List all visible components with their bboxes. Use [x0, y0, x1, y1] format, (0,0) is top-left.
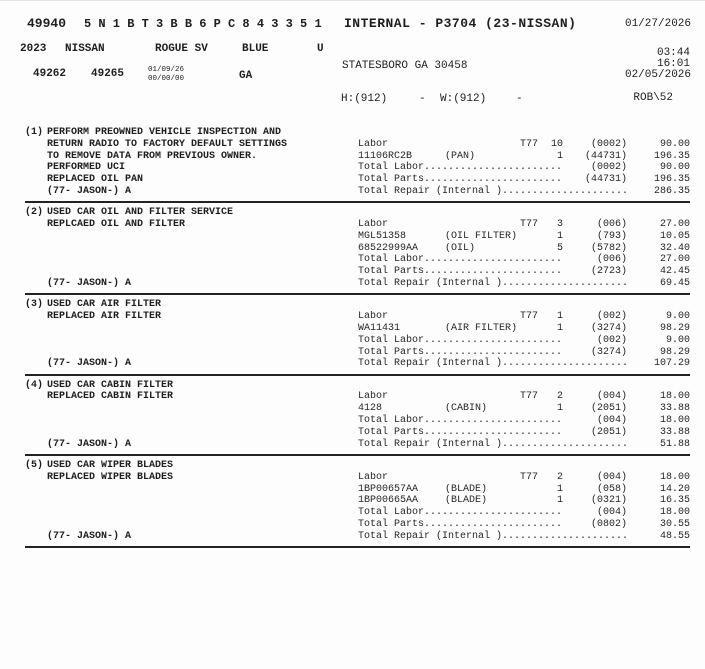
dot-leader [424, 266, 563, 278]
mileage-in: 49262 [33, 68, 67, 80]
section-number: (2) [25, 207, 44, 219]
total-label: Total Repair (Internal ) [358, 278, 503, 290]
charge-row [358, 243, 690, 255]
amount: 286.35 [653, 185, 690, 197]
amount: 33.88 [659, 426, 690, 438]
section-divider [25, 454, 690, 456]
quantity: 2 [556, 471, 563, 483]
amount: 42.45 [659, 266, 690, 278]
tech-line-text: (77- JASON-) A [47, 530, 132, 542]
home-phone-label: H:(912) [341, 93, 388, 105]
charge-row [358, 323, 690, 335]
total-label: Total Repair (Internal ) [358, 185, 503, 197]
tech-id [520, 495, 540, 507]
item-name: Labor [358, 391, 389, 403]
operation-line [25, 127, 353, 139]
account-code: (0002) [590, 162, 627, 174]
charge-row [358, 347, 690, 359]
quantity: 1 [556, 495, 563, 507]
account-code: (004) [596, 471, 627, 483]
ro-number: 49940 [27, 16, 67, 31]
total-label: Total Labor [358, 334, 425, 346]
amount: 18.00 [659, 471, 690, 483]
total-label: Total Repair (Internal ) [358, 358, 503, 370]
charge-row [358, 174, 690, 186]
tech-id: T77 [520, 391, 539, 403]
quantity: 10 [550, 138, 563, 150]
charge-row [358, 495, 690, 507]
vehicle-state: GA [239, 70, 253, 82]
tech-id: T77 [520, 311, 539, 323]
part-desc [445, 472, 520, 484]
quantity: 1 [556, 311, 563, 323]
operation-line [25, 391, 353, 403]
vehicle-model: ROGUE SV [155, 43, 208, 55]
charge-row [358, 439, 690, 451]
operation-text: REPLACED AIR FILTER [47, 311, 162, 323]
amount: 90.00 [659, 162, 690, 174]
account-code: (793) [596, 230, 627, 242]
section-operations [25, 460, 353, 543]
quantity: 5 [556, 242, 563, 254]
vehicle-make: NISSAN [65, 43, 105, 55]
operation-line [25, 380, 353, 392]
amount: 98.29 [659, 322, 690, 334]
work-phone-dash: - [516, 93, 523, 105]
city-state-zip: STATESBORO GA 30458 [342, 60, 468, 72]
dot-leader [502, 278, 627, 290]
dot-leader [502, 531, 627, 543]
charge-row [358, 266, 690, 278]
amount: 51.88 [659, 438, 690, 450]
account-code: (2051) [590, 426, 627, 438]
tech-line [25, 186, 353, 198]
time-1: 03:44 [656, 47, 690, 59]
amount: 90.00 [659, 138, 690, 150]
item-name: Labor [358, 471, 389, 483]
tech-id [520, 403, 540, 415]
charge-row [358, 278, 690, 290]
total-label: Total Repair (Internal ) [358, 530, 503, 542]
operation-text: REPLACED WIPER BLADES [47, 471, 174, 483]
charge-row [358, 531, 690, 543]
operation-text: USED CAR OIL AND FILTER SERVICE [47, 207, 234, 219]
account-code: (0321) [590, 495, 627, 507]
section-number: (3) [25, 299, 44, 311]
vehicle-flag: U [317, 43, 324, 55]
quantity: 2 [556, 391, 563, 403]
repair-section [25, 460, 690, 543]
total-label: Total Labor [358, 254, 425, 266]
charge-row [358, 358, 690, 370]
operation-line [25, 139, 353, 151]
charge-row [358, 484, 690, 496]
operation-line [25, 207, 353, 219]
account-code: (002) [596, 311, 627, 323]
total-label: Total Labor [358, 507, 425, 519]
account-code: (2051) [590, 403, 627, 415]
charge-row [358, 139, 690, 151]
charge-row [358, 427, 690, 439]
tech-line [25, 358, 353, 370]
operation-line [25, 311, 353, 323]
quantity: 1 [556, 322, 563, 334]
tech-id [520, 151, 540, 163]
document-type: INTERNAL - P3704 (23-NISSAN) [344, 16, 577, 31]
amount: 18.00 [659, 415, 690, 427]
total-label: Total Labor [358, 415, 425, 427]
dot-leader [424, 427, 563, 439]
section-charges [358, 127, 690, 198]
item-name: Labor [358, 138, 389, 150]
section-divider [25, 201, 690, 203]
vehicle-color: BLUE [242, 43, 269, 55]
section-number: (4) [25, 379, 44, 391]
section-operations [25, 207, 353, 290]
amount: 33.88 [659, 403, 690, 415]
section-operations [25, 380, 353, 451]
tech-line [25, 278, 353, 290]
time-2: 16:01 [656, 58, 690, 70]
tech-line-text: (77- JASON-) A [47, 438, 132, 450]
spacer [25, 484, 353, 531]
part-desc: (CABIN) [445, 403, 488, 415]
total-label: Total Repair (Internal ) [358, 438, 503, 450]
charge-row [358, 231, 690, 243]
operation-text: PERFORM PREOWNED VEHICLE INSPECTION AND [47, 127, 282, 138]
dot-leader [424, 415, 563, 427]
amount: 9.00 [665, 334, 690, 346]
part-desc: (BLADE) [445, 483, 488, 495]
repair-section [25, 299, 690, 370]
charge-row [358, 219, 690, 231]
tech-id [520, 243, 540, 255]
operation-text: PERFORMED UCI [47, 162, 126, 174]
operation-text: RETURN RADIO TO FACTORY DEFAULT SETTINGS [47, 138, 288, 150]
account-code: (0802) [590, 518, 627, 530]
account-code: (004) [596, 415, 627, 427]
item-name: Labor [358, 219, 389, 231]
amount: 98.29 [659, 346, 690, 358]
item-name: Labor [358, 311, 389, 323]
work-phone-label: W:(912) [440, 93, 487, 105]
dot-leader [502, 186, 627, 198]
total-label: Total Labor [358, 162, 425, 174]
item-name: WA11431 [358, 322, 401, 334]
charge-row [358, 311, 690, 323]
operation-text: TO REMOVE DATA FROM PREVIOUS OWNER. [47, 150, 258, 162]
item-name: 1BP00665AA [358, 495, 419, 507]
part-desc [445, 139, 520, 151]
dot-leader [424, 507, 563, 519]
section-charges [358, 207, 690, 290]
charge-row [358, 151, 690, 163]
section-charges [358, 299, 690, 370]
part-desc: (PAN) [445, 150, 476, 162]
spacer [25, 231, 353, 278]
repair-section [25, 380, 690, 451]
part-desc: (OIL) [445, 242, 476, 254]
section-number: (1) [25, 127, 44, 138]
part-desc [445, 391, 520, 403]
charge-row [358, 507, 690, 519]
section-charges [358, 460, 690, 543]
account-code: (3274) [590, 346, 627, 358]
account-code: (002) [596, 334, 627, 346]
mileage-out: 49265 [91, 68, 125, 80]
charge-row [358, 254, 690, 266]
operation-text: USED CAR WIPER BLADES [47, 459, 174, 471]
dot-leader [424, 519, 563, 531]
open-date: 01/27/2026 [624, 18, 691, 30]
amount: 27.00 [659, 219, 690, 231]
amount: 30.55 [659, 518, 690, 530]
operation-text: USED CAR CABIN FILTER [47, 379, 174, 391]
charge-row [358, 519, 690, 531]
amount: 107.29 [653, 358, 690, 370]
amount: 69.45 [659, 278, 690, 290]
item-name: MGL51358 [358, 230, 407, 242]
part-desc [445, 311, 520, 323]
section-charges [358, 380, 690, 451]
tech-id [520, 323, 540, 335]
quantity: 1 [556, 403, 563, 415]
operation-line [25, 219, 353, 231]
section-divider [25, 374, 690, 376]
amount: 10.05 [659, 230, 690, 242]
charge-row [358, 415, 690, 427]
operation-line [25, 460, 353, 472]
section-divider [25, 546, 690, 548]
tech-id: T77 [520, 138, 539, 150]
tech-line [25, 531, 353, 543]
item-name: 11106RC2B [358, 150, 413, 162]
charge-row [358, 186, 690, 198]
total-label: Total Parts [358, 426, 425, 438]
print-date: 02/05/2026 [624, 69, 691, 81]
dot-leader [424, 347, 563, 359]
spacer [25, 403, 353, 438]
account-code: (004) [596, 507, 627, 519]
tech-id: T77 [520, 471, 539, 483]
tech-line [25, 439, 353, 451]
item-name: 1BP00657AA [358, 483, 419, 495]
part-desc: (OIL FILTER) [445, 230, 518, 242]
vehicle-year: 2023 [20, 43, 47, 55]
account-code: (058) [596, 483, 627, 495]
account-code: (2723) [590, 266, 627, 278]
amount: 196.35 [653, 150, 690, 162]
account-code: (006) [596, 254, 627, 266]
repair-sections [25, 127, 690, 552]
amount: 18.00 [659, 391, 690, 403]
small-date-1: 01/09/26 [148, 66, 185, 74]
tech-id [520, 231, 540, 243]
advisor-code: ROB\52 [633, 92, 673, 104]
amount: 32.40 [659, 242, 690, 254]
dot-leader [502, 358, 627, 370]
amount: 48.55 [659, 530, 690, 542]
amount: 18.00 [659, 507, 690, 519]
operation-text: USED CAR AIR FILTER [47, 299, 162, 311]
account-code: (3274) [590, 322, 627, 334]
operation-line [25, 299, 353, 311]
operation-text: REPLCAED OIL AND FILTER [47, 219, 186, 231]
dot-leader [424, 335, 563, 347]
charge-row [358, 403, 690, 415]
amount: 27.00 [659, 254, 690, 266]
dot-leader [502, 439, 627, 451]
dot-leader [424, 174, 563, 186]
quantity: 1 [556, 230, 563, 242]
quantity: 1 [556, 150, 563, 162]
quantity: 1 [556, 483, 563, 495]
amount: 196.35 [653, 174, 690, 186]
charge-row [358, 391, 690, 403]
section-operations [25, 299, 353, 370]
tech-line-text: (77- JASON-) A [47, 358, 132, 370]
charge-row [358, 335, 690, 347]
section-number: (5) [25, 459, 44, 471]
operation-text: REPLACED CABIN FILTER [47, 391, 174, 403]
part-desc [445, 219, 520, 231]
operation-line [25, 472, 353, 484]
amount: 16.35 [659, 495, 690, 507]
tech-id [520, 484, 540, 496]
part-desc: (AIR FILTER) [445, 322, 518, 334]
item-name: 4128 [358, 403, 383, 415]
repair-section [25, 127, 690, 198]
home-phone-dash: - [419, 93, 426, 105]
account-code: (0002) [590, 138, 627, 150]
section-divider [25, 293, 690, 295]
section-operations [25, 127, 353, 198]
operation-line [25, 174, 353, 186]
charge-row [358, 162, 690, 174]
small-date-2: 00/00/00 [148, 75, 185, 83]
tech-line-text: (77- JASON-) A [47, 278, 132, 290]
vin: 5 N 1 B T 3 B B 6 P C 8 4 3 3 5 1 [84, 17, 322, 31]
dot-leader [424, 162, 563, 174]
dot-leader [424, 254, 563, 266]
tech-line-text: (77- JASON-) A [47, 185, 132, 197]
amount: 14.20 [659, 483, 690, 495]
total-label: Total Parts [358, 174, 425, 186]
item-name: 68522999AA [358, 242, 419, 254]
quantity: 3 [556, 219, 563, 231]
total-label: Total Parts [358, 518, 425, 530]
repair-section [25, 207, 690, 290]
account-code: (5782) [590, 242, 627, 254]
account-code: (44731) [584, 150, 627, 162]
operation-line [25, 162, 353, 174]
account-code: (004) [596, 391, 627, 403]
operation-text: REPLACED OIL PAN [47, 174, 144, 186]
account-code: (006) [596, 219, 627, 231]
total-label: Total Parts [358, 266, 425, 278]
account-code: (44731) [584, 174, 627, 186]
tech-id: T77 [520, 219, 539, 231]
amount: 9.00 [665, 311, 690, 323]
spacer [25, 323, 353, 358]
total-label: Total Parts [358, 346, 425, 358]
charge-row [358, 472, 690, 484]
part-desc: (BLADE) [445, 495, 488, 507]
operation-line [25, 151, 353, 163]
